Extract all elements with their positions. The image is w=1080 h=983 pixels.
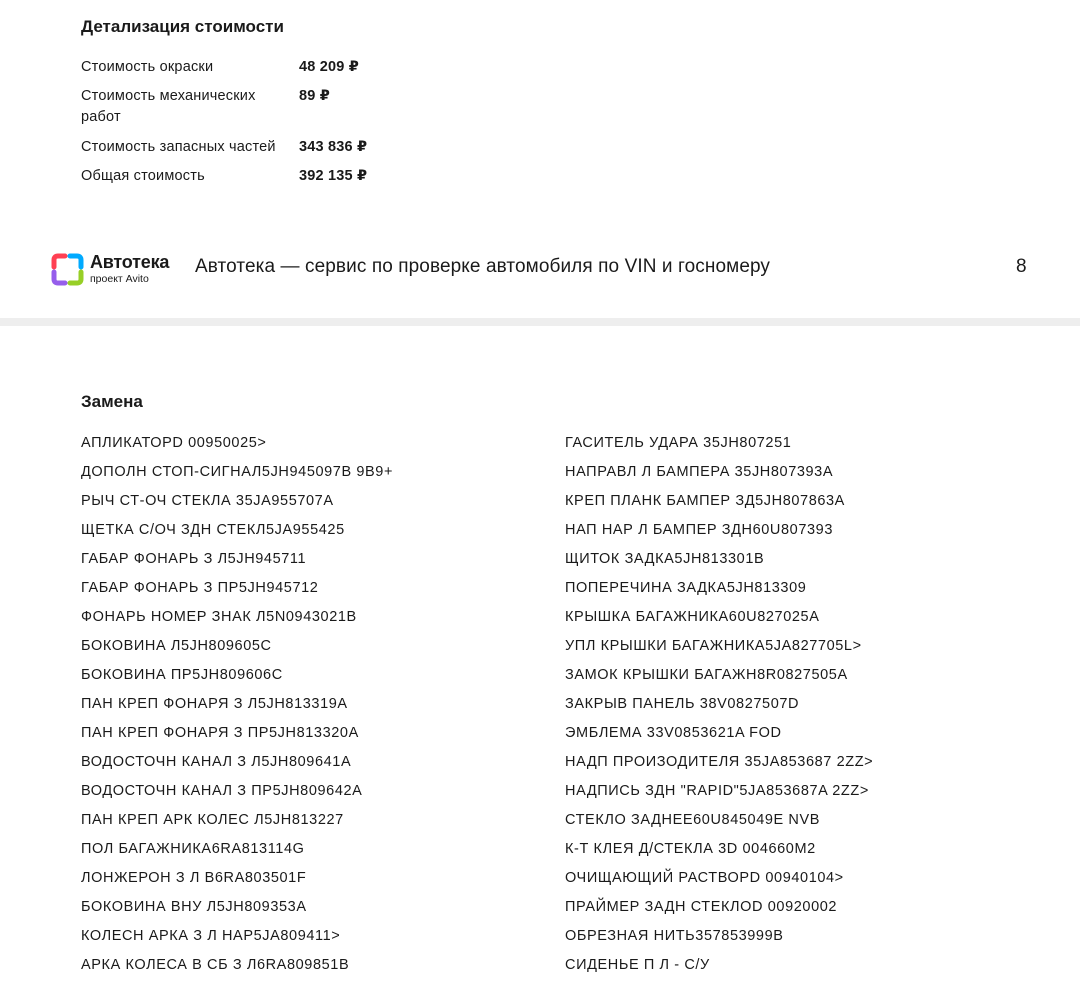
replacement-item: НАПРАВЛ Л БАМПЕРА 35JH807393A [565,464,834,480]
replacement-item: ВОДОСТОЧН КАНАЛ З Л5JH809641A [81,754,352,770]
replacement-item: ЛОНЖЕРОН З Л В6RA803501F [81,870,307,886]
cost-label: Общая стоимость [81,168,205,184]
replacement-item: ПОЛ БАГАЖНИКА6RA813114G [81,841,305,857]
replacement-item: ЗАКРЫВ ПАНЕЛЬ 38V0827507D [565,696,800,712]
replacement-item: ПАН КРЕП ФОНАРЯ З Л5JH813319A [81,696,348,712]
replacement-item: ГАБАР ФОНАРЬ З ПР5JH945712 [81,580,319,596]
footer-tagline: Автотека — сервис по проверке автомобиля по VIN и госномеру [195,256,771,277]
replacement-item: ПАН КРЕП ФОНАРЯ З ПР5JH813320A [81,725,359,741]
replacement-item: ПРАЙМЕР ЗАДН СТЕКЛОD 00920002 [565,899,838,915]
cost-label: Стоимость механических работ [81,88,256,125]
replacement-item: ДОПОЛН СТОП-СИГНАЛ5JH945097B 9B9+ [81,464,394,480]
replacement-title: Замена [81,392,143,411]
replacement-item: ВОДОСТОЧН КАНАЛ З ПР5JH809642A [81,783,363,799]
replacement-item: ФОНАРЬ НОМЕР ЗНАК Л5N0943021B [81,609,357,625]
replacement-item: БОКОВИНА Л5JH809605C [81,638,272,654]
brand-subtitle: проект Avito [90,273,149,285]
autoteka-logo-icon [51,253,84,286]
replacement-item: ЗАМОК КРЫШКИ БАГАЖН8R0827505A [565,667,848,683]
replacement-item: НАДП ПРОИЗОДИТЕЛЯ 35JA853687 2ZZ> [565,754,874,770]
page-footer [0,240,1080,295]
replacement-item: ОБРЕЗНАЯ НИТЬ357853999B [565,928,784,944]
replacement-item: РЫЧ СТ-ОЧ СТЕКЛА 35JA955707A [81,493,334,509]
replacement-item: КРЕП ПЛАНК БАМПЕР ЗД5JH807863A [565,493,845,509]
replacement-item: ПАН КРЕП АРК КОЛЕС Л5JH813227 [81,812,344,828]
page-divider [0,318,1080,326]
replacement-item: ОЧИЩАЮЩИЙ РАСТВОРD 00940104> [565,870,844,886]
cost-value: 343 836 ₽ [299,139,368,155]
replacement-item: КРЫШКА БАГАЖНИКА60U827025A [565,609,820,625]
replacement-item: ПОПЕРЕЧИНА ЗАДКА5JH813309 [565,580,807,596]
replacement-item: БОКОВИНА ВНУ Л5JH809353A [81,899,307,915]
cost-label: Стоимость окраски [81,59,214,75]
replacement-item: НАДПИСЬ ЗДН "RAPID"5JA853687A 2ZZ> [565,783,869,799]
replacement-item: БОКОВИНА ПР5JH809606C [81,667,283,683]
replacement-item: ГАБАР ФОНАРЬ З Л5JH945711 [81,551,307,567]
cost-value: 392 135 ₽ [299,168,368,184]
replacement-item: СИДЕНЬЕ П Л - С/У [565,957,710,973]
replacement-list-left [81,432,393,983]
replacement-list-right [565,432,873,983]
brand-name: Автотека [90,252,170,272]
cost-value: 48 209 ₽ [299,59,360,75]
replacement-item: АПЛИКАТОРD 00950025> [81,435,267,451]
replacement-item: ЩЕТКА С/ОЧ ЗДН СТЕКЛ5JA955425 [81,522,345,538]
replacement-item: К-Т КЛЕЯ Д/СТЕКЛА 3D 004660M2 [565,841,816,857]
replacement-item: АРКА КОЛЕСА В СБ З Л6RA809851B [81,957,350,973]
replacement-item: СТЕКЛО ЗАДНЕЕ60U845049E NVB [565,812,821,828]
replacement-item: УПЛ КРЫШКИ БАГАЖНИКА5JA827705L> [565,638,862,654]
page-number: 8 [1016,256,1027,277]
replacement-item: ГАСИТЕЛЬ УДАРА 35JH807251 [565,435,792,451]
replacement-item: ЭМБЛЕМА 33V0853621A FOD [565,725,782,741]
cost-value: 89 ₽ [299,88,331,104]
replacement-item: КОЛЕСН АРКА З Л НАР5JA809411> [81,928,341,944]
replacement-item: НАП НАР Л БАМПЕР ЗДН60U807393 [565,522,833,538]
cost-details-title: Детализация стоимости [81,17,284,36]
replacement-item: ЩИТОК ЗАДКА5JH813301B [565,551,765,567]
cost-label: Стоимость запасных частей [81,139,276,155]
